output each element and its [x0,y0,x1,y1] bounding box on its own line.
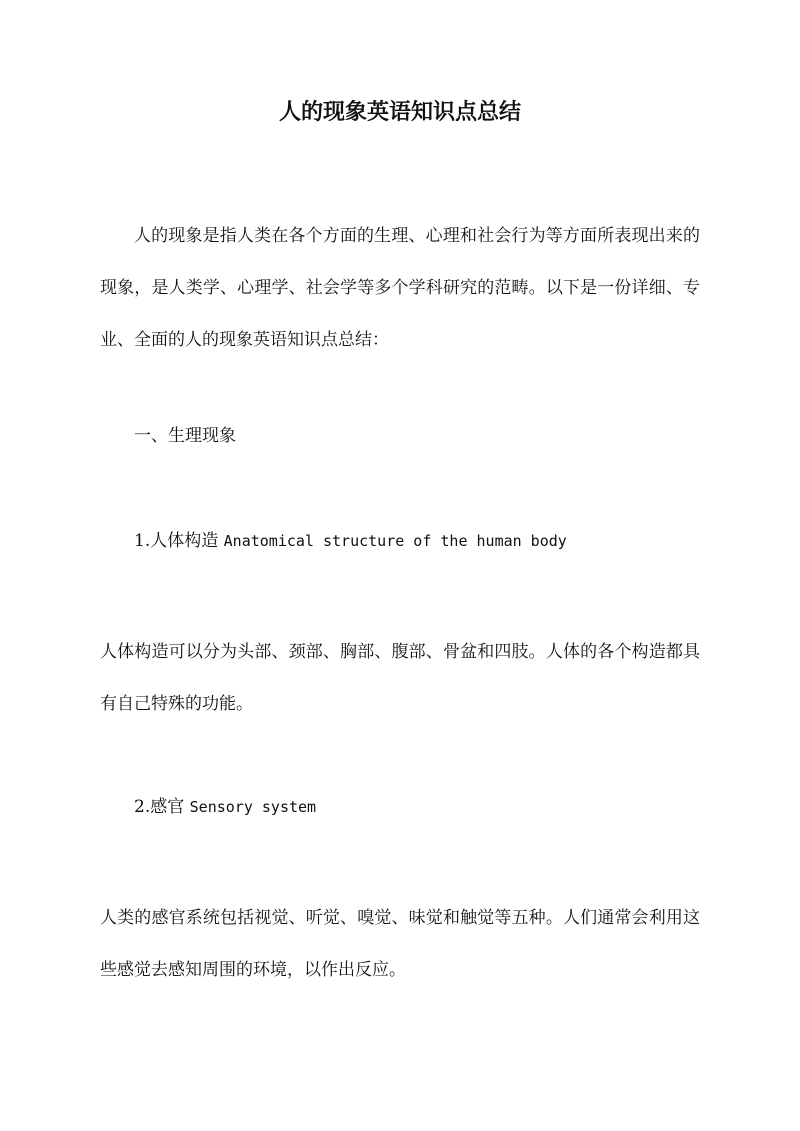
subheading-senses-cn: 2.感官 [134,797,185,817]
subheading-senses [134,793,316,821]
document-title: 人的现象英语知识点总结 [278,99,521,125]
subheading-anatomy-en: Anatomical structure of the human body [223,532,567,550]
anatomy-paragraph: 人体构造可以分为头部、颈部、胸部、腹部、骨盆和四肢。人体的各个构造都具有自己特殊的功能。 [100,642,700,714]
subheading-anatomy [134,527,567,555]
section-heading-physiological: 一、生理现象 [134,426,236,446]
intro-paragraph: 人的现象是指人类在各个方面的生理、心理和社会行为等方面所表现出来的现象，是人类学、心理学、社会学等多个学科研究的范畴。以下是一份详细、专业、全面的人的现象英语知识点总结： [100,226,700,350]
subheading-anatomy-cn: 1.人体构造 [134,531,219,551]
senses-paragraph: 人类的感官系统包括视觉、听觉、嗅觉、味觉和触觉等五种。人们通常会利用这些感觉去感知周围的环境，以作出反应。 [100,908,700,980]
subheading-senses-en: Sensory system [189,798,317,816]
